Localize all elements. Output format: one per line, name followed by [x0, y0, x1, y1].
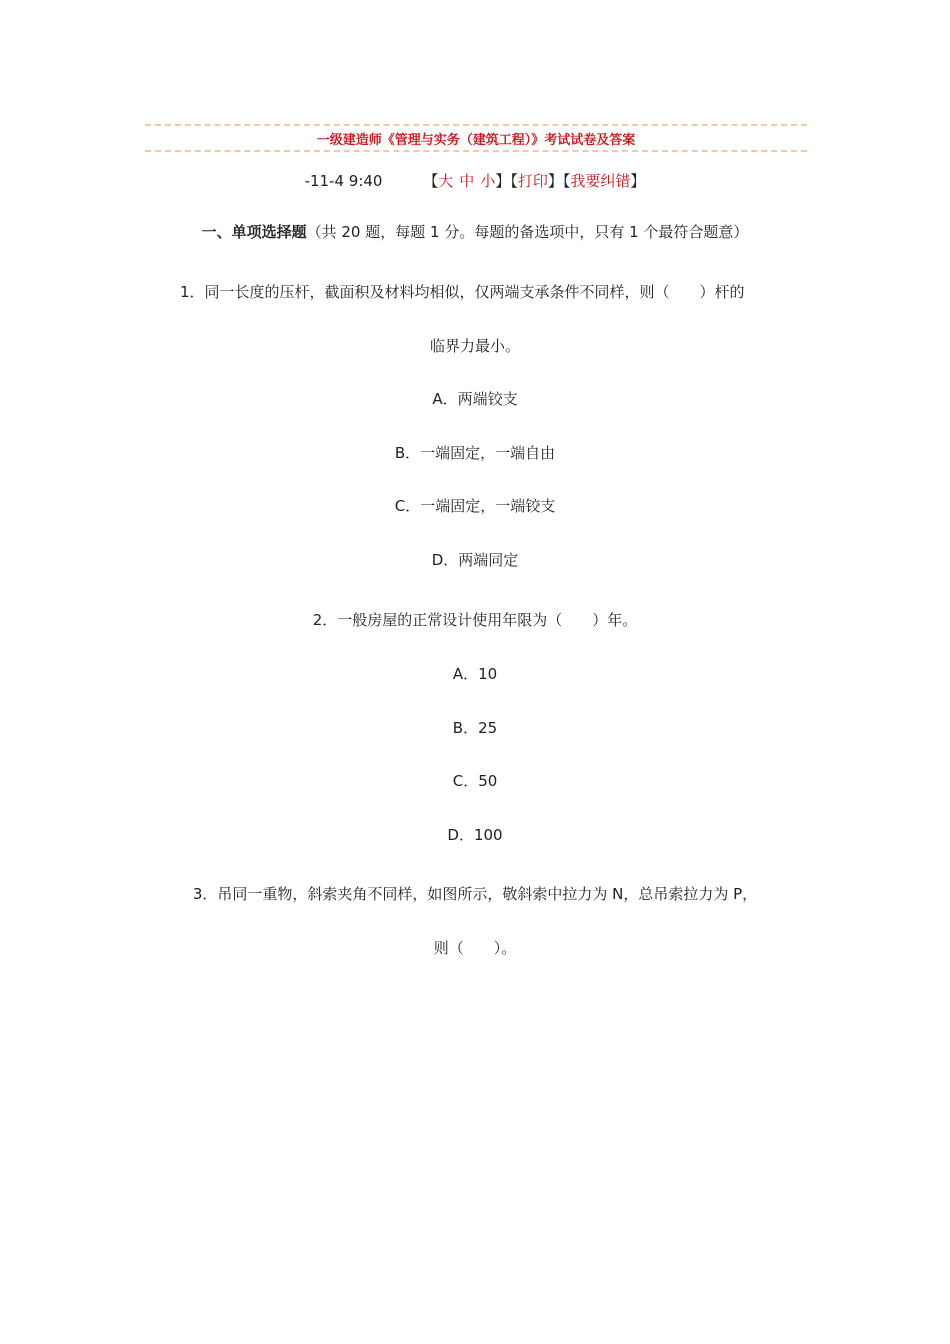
section-title: 一、单项选择题	[201, 223, 307, 241]
question-1-option-b: B．一端固定，一端自由	[394, 444, 556, 462]
font-size-open-bracket: 【	[423, 172, 439, 190]
question-1-stem-line-2: 临界力最小。	[429, 337, 520, 355]
question-2-option-d: D．100	[447, 826, 503, 844]
question-1-option-a: A．两端铰支	[432, 390, 518, 408]
report-error-close-bracket: 】	[630, 172, 646, 190]
font-size-large-link[interactable]: 大	[438, 172, 454, 190]
print-link[interactable]: 打印	[517, 172, 548, 190]
page-title: 一级建造师《管理与实务（建筑工程）》考试试卷及答案	[316, 133, 636, 148]
question-3-stem-line-2: 则（ ）。	[433, 939, 517, 957]
question-2-stem: 2．一般房屋的正常设计使用年限为（ ）年。	[312, 611, 638, 629]
font-size-small-link[interactable]: 小	[480, 172, 496, 190]
report-error-link[interactable]: 我要纠错	[570, 172, 631, 190]
question-1-option-c: C．一端固定，一端铰支	[394, 497, 556, 515]
section-note: （共 20 题，每题 1 分。每题的备选项中，只有 1 个最符合题意）	[306, 223, 749, 241]
top-dashed-rule	[145, 124, 807, 126]
question-3-stem-line-1: 3．吊同一重物，斜索夹角不同样，如图所示，敬斜索中拉力为 N，总吊索拉力为 P，	[192, 885, 758, 903]
publish-date: -11-4 9:40	[304, 172, 383, 190]
question-2-option-b: B．25	[452, 719, 498, 737]
question-2-option-a: A．10	[452, 665, 498, 683]
font-size-medium-link[interactable]: 中	[459, 172, 475, 190]
question-2-option-c: C．50	[452, 772, 498, 790]
question-1-stem-line-1: 1．同一长度的压杆，截面积及材料均相似，仅两端支承条件不同样，则（ ）杆的	[180, 283, 745, 301]
print-close-bracket: 】	[547, 172, 563, 190]
print-open-bracket: 【	[510, 172, 518, 190]
report-error-open-bracket: 【	[562, 172, 571, 190]
bottom-dashed-rule	[145, 150, 807, 152]
meta-bar	[0, 170, 950, 191]
section-heading	[0, 221, 950, 242]
font-size-close-bracket: 】	[495, 172, 511, 190]
question-1-option-d: D．两端同定	[431, 551, 519, 569]
